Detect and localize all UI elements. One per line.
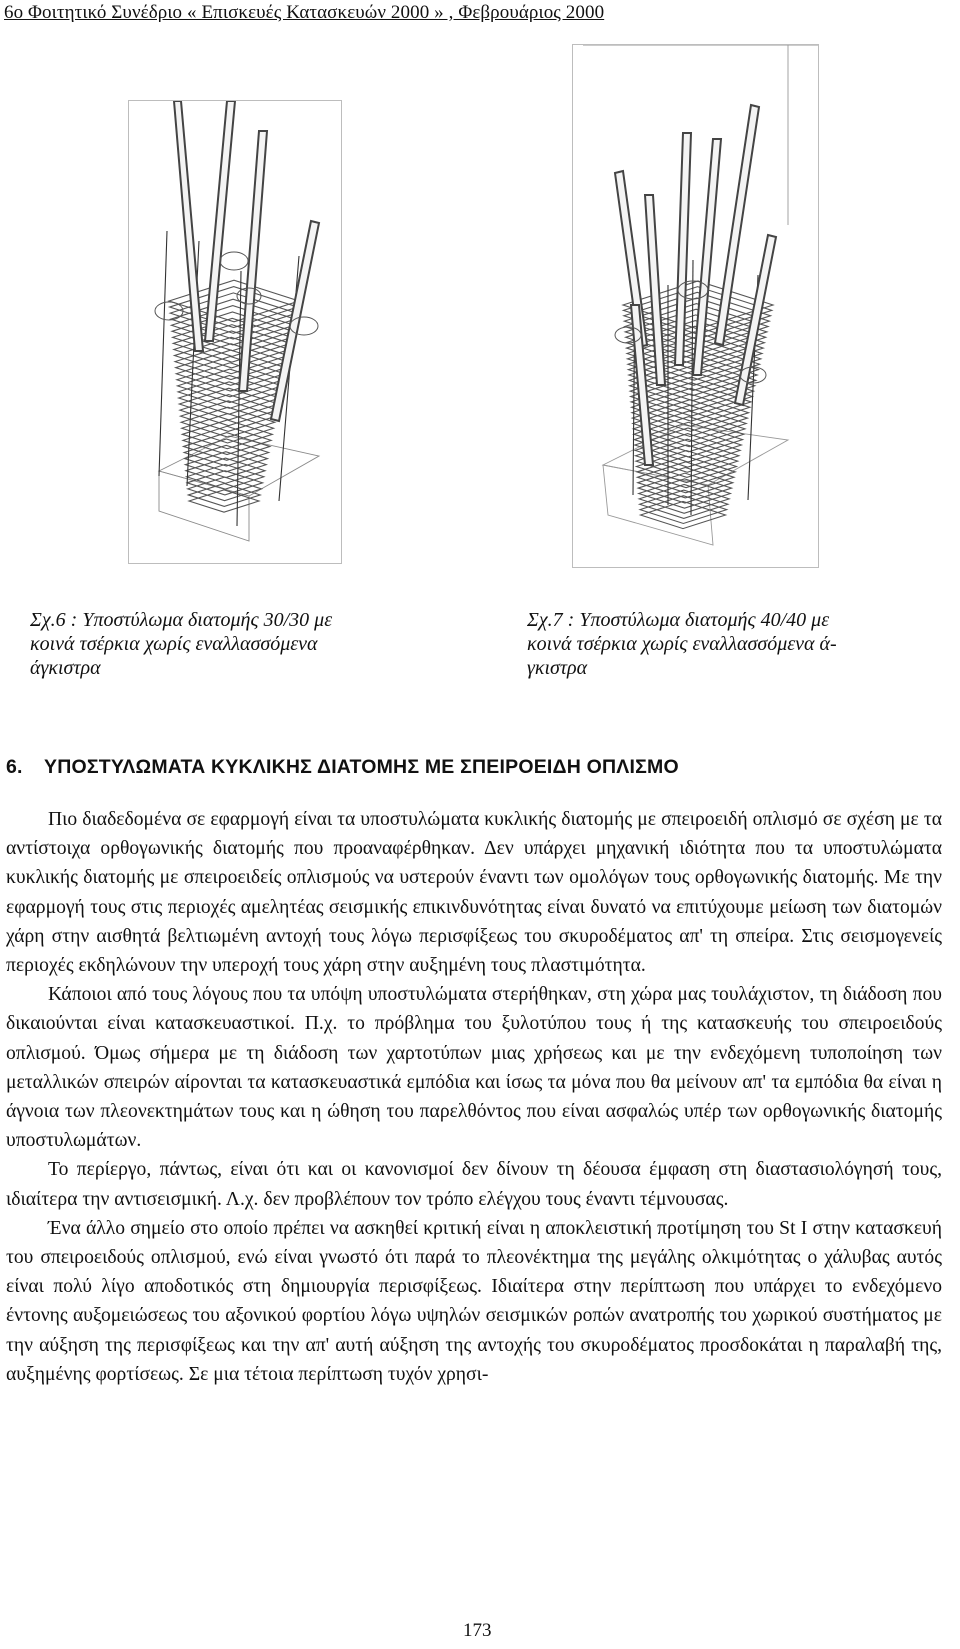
column-cage-illustration-40x40 [573, 45, 818, 567]
caption-line: Σχ.7 : Υποστύλωμα διατομής 40/40 με [527, 609, 830, 631]
figure-7-column-reinforcement-drawing [572, 44, 819, 568]
section-number: 6. [6, 756, 23, 778]
caption-line: Σχ.6 : Υποστύλωμα διατομής 30/30 με [30, 609, 333, 631]
caption-line: άγκιστρα [30, 657, 101, 679]
page-number: 173 [463, 1620, 492, 1641]
figure-6-column-reinforcement-drawing [128, 100, 342, 564]
paragraph: Το περίεργο, πάντως, είναι ότι και οι κανονισμοί δεν δίνουν τη δέουσα έμφαση στη διαστασιολόγησή τους, ιδιαίτερα την αντισεισμική. Λ.χ. δεν προβλέπουν τον τρόπο ελέγχου τους έναντι τέμνουσας. [6, 1159, 942, 1210]
running-header: 6ο Φοιτητικό Συνέδριο « Επισκευές Κατασκευών 2000 » , Φεβρουάριος 2000 [4, 2, 605, 23]
figure-6-caption [30, 608, 430, 680]
caption-line: κοινά τσέρκια χωρίς εναλλασσόμενα [30, 633, 318, 655]
column-cage-illustration-30x30 [129, 101, 341, 563]
figure-7-caption [527, 608, 887, 680]
section-heading [6, 756, 679, 779]
caption-line: γκιστρα [527, 657, 588, 679]
body-text [6, 805, 942, 1389]
caption-line: κοινά τσέρκια χωρίς εναλλασσόμενα ά- [527, 633, 837, 655]
paragraph: Ένα άλλο σημείο στο οποίο πρέπει να ασκηθεί κριτική είναι η αποκλειστική προτίμηση του St I στην κατασκευή του σπειροειδούς οπλισμού, ενώ είναι γνωστό ότι παρά το πλεονέκτημα της μεγάλης ολκιμότητας ο χάλυβας αυτός είναι πολύ λίγο αποδοτικός στη δημιουργία περισφίξεως. Ιδιαίτερα στην περίπτωση που υπάρχει το ενδεχόμενο έντονης αυξομειώσεως του αξονικού φορτίου λόγω υψηλών σεισμικών ροπών ανατροπής του χωρικού συστήματος με την αύξηση της περισφίξεως και την απ' αυτή αύξηση της αντοχής του σκυροδέματος προσδοκάται η παραλαβή της, αυξημένης φορτίσεως. Σε μια τέτοια περίπτωση τυχόν χρησι- [6, 1217, 942, 1385]
paragraph: Κάποιοι από τους λόγους που τα υπόψη υποστυλώματα στερήθηκαν, στη χώρα μας τουλάχιστον, τη διάδοση που δικαιούνται είναι κατασκευαστικοί. Π.χ. το πρόβλημα του ξυλοτύπου τους ή της κατασκευής του σπειροειδούς οπλισμού. Όμως σήμερα με τη διάδοση των χαρτοτύπων μιας χρήσεως και με την ενδεχόμενη τυποποίηση των μεταλλικών σπειρών αίρονται τα κατασκευαστικά εμπόδια και ίσως τα μόνα που θα μείνουν απ' τα εμπόδια θα είναι η άγνοια των πλεονεκτημάτων τους και η ώθηση του παρελθόντος που είναι ασφαλώς υπέρ των ορθογωνικής διατομής υποστυλωμάτων. [6, 984, 942, 1152]
paragraph: Πιο διαδεδομένα σε εφαρμογή είναι τα υποστυλώματα κυκλικής διατομής με σπειροειδή οπλισμό σε σχέση με τα αντίστοιχα ορθογωνικής διατομής που προαναφέρθηκαν. Δεν υπάρχει μηχανική ιδιότητα που τα υποστυλώματα κυκλικής διατομής με σπειροειδείς οπλισμούς να υστερούν έναντι των ομολόγων τους ορθογωνικής διατομής. Με την εφαρμογή τους στις περιοχές αμελητέας σεισμικής επικινδυνότητας είναι δυνατό να επιτύχουμε μείωση των διατομών χάρη στην αισθητά βελτιωμένη αντοχή τους λόγω περισφίξεως του σκυροδέματος απ' τη σπείρα. Στις σεισμογενείς περιοχές εκδηλώνουν την υπεροχή τους χάρη στην αυξημένη τους πλαστιμότητα. [6, 809, 942, 977]
section-title: ΥΠΟΣΤΥΛΩΜΑΤΑ ΚΥΚΛΙΚΗΣ ΔΙΑΤΟΜΗΣ ΜΕ ΣΠΕΙΡΟΕΙΔΗ ΟΠΛΙΣΜΟ [44, 756, 679, 778]
